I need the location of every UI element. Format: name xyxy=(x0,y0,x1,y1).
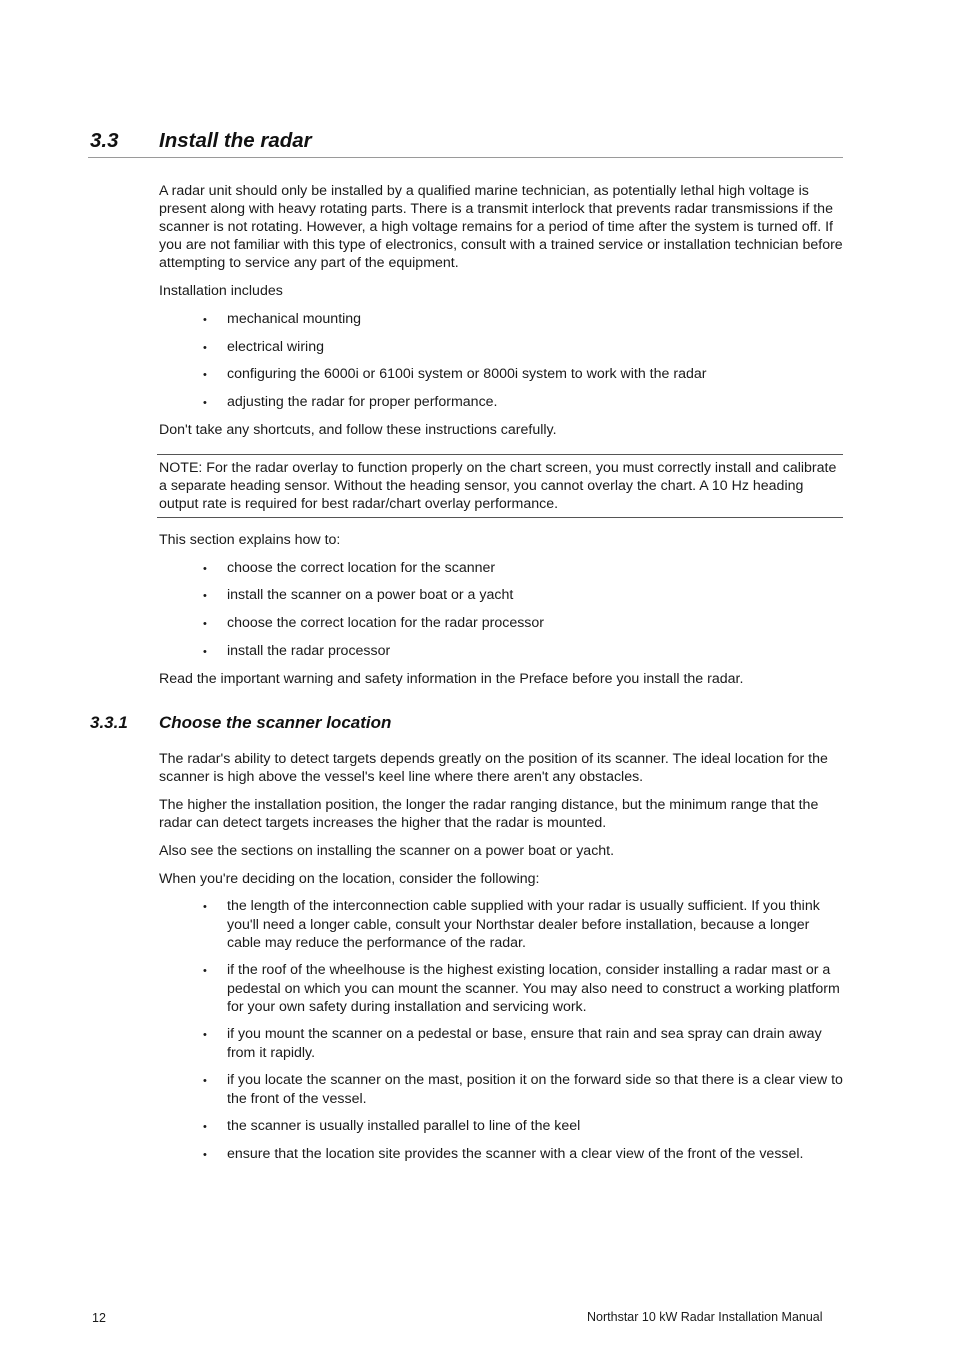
list-item: adjusting the radar for proper performance. xyxy=(227,394,498,410)
bullet-icon: • xyxy=(203,1075,207,1087)
paragraph: The higher the installation position, the longer the radar ranging distance, but the minimum range that the radar can detect targets increases the higher that the radar is mounted. xyxy=(159,797,819,831)
bullet-icon: • xyxy=(203,342,207,354)
paragraph: The radar's ability to detect targets depends greatly on the position of its scanner. The ideal location for the scanner is high above the vessel's keel line where there aren't any obstacles. xyxy=(159,751,828,785)
list-item: if the roof of the wheelhouse is the highest existing location, consider installing a radar mast or a pedestal on which you can mount the scanner. You may also need to construct a working platform for your own safety during installation and servicing work. xyxy=(227,962,840,1015)
list-item: configuring the 6000i or 6100i system or 8000i system to work with the radar xyxy=(227,366,707,382)
list-item: choose the correct location for the radar processor xyxy=(227,615,545,631)
paragraph: When you're deciding on the location, consider the following: xyxy=(159,871,540,887)
includes-label: Installation includes xyxy=(159,283,283,299)
section-number: 3.3 xyxy=(90,129,119,152)
subsection-number: 3.3.1 xyxy=(90,713,128,732)
manual-title: Northstar 10 kW Radar Installation Manual xyxy=(587,1310,823,1324)
bullet-icon: • xyxy=(203,1029,207,1041)
list-item: if you locate the scanner on the mast, position it on the forward side so that there is a clear view to the front of the vessel. xyxy=(227,1072,843,1107)
list-item: choose the correct location for the scanner xyxy=(227,560,496,576)
bullet-icon: • xyxy=(203,1149,207,1161)
bullet-icon: • xyxy=(203,563,207,575)
subsection-heading xyxy=(90,713,790,737)
subsection-title: Choose the scanner location xyxy=(159,713,392,732)
safety-warning-text: Read the important warning and safety information in the Preface before you install the radar. xyxy=(159,671,744,687)
note-box xyxy=(157,454,843,518)
note-text: NOTE: For the radar overlay to function properly on the chart screen, you must correctly install and calibrate a separate heading sensor. Without the heading sensor, you cannot overlay the chart. A 10 Hz heading output rate is required for best radar/chart overlay performance. xyxy=(159,460,837,512)
bullet-icon: • xyxy=(203,590,207,602)
list-item: ensure that the location site provides the scanner with a clear view of the front of the vessel. xyxy=(227,1146,804,1162)
section-heading xyxy=(88,126,843,158)
bullet-icon: • xyxy=(203,397,207,409)
caution-text: Don't take any shortcuts, and follow these instructions carefully. xyxy=(159,422,557,438)
paragraph: Also see the sections on installing the scanner on a power boat or yacht. xyxy=(159,843,615,859)
page-number: 12 xyxy=(92,1311,106,1325)
bullet-icon: • xyxy=(203,1121,207,1133)
list-item: install the radar processor xyxy=(227,643,391,659)
section-title: Install the radar xyxy=(159,129,312,152)
explains-label: This section explains how to: xyxy=(159,532,341,548)
bullet-icon: • xyxy=(203,618,207,630)
bullet-icon: • xyxy=(203,314,207,326)
list-item: if you mount the scanner on a pedestal or base, ensure that rain and sea spray can drain away from it rapidly. xyxy=(227,1026,822,1061)
list-item: install the scanner on a power boat or a yacht xyxy=(227,587,514,603)
bullet-icon: • xyxy=(203,646,207,658)
list-item: mechanical mounting xyxy=(227,311,362,327)
bullet-icon: • xyxy=(203,901,207,913)
intro-paragraph: A radar unit should only be installed by a qualified marine technician, as potentially lethal high voltage is present along with heavy rotating parts. There is a transmit interlock that prevents radar transmissions if the scanner is not rotating. However, a high voltage remains for a period of time after the system is turned off. If you are not familiar with this type of electronics, consult with a trained service or installation technician before attempting to service any part of the equipment. xyxy=(159,183,843,271)
list-item: the length of the interconnection cable supplied with your radar is usually sufficient. If you think you'll need a longer cable, consult your Northstar dealer before installation, because a longer cable may reduce the performance of the radar. xyxy=(227,898,820,951)
bullet-icon: • xyxy=(203,369,207,381)
list-item: the scanner is usually installed parallel to line of the keel xyxy=(227,1118,581,1134)
list-item: electrical wiring xyxy=(227,339,324,355)
bullet-icon: • xyxy=(203,965,207,977)
